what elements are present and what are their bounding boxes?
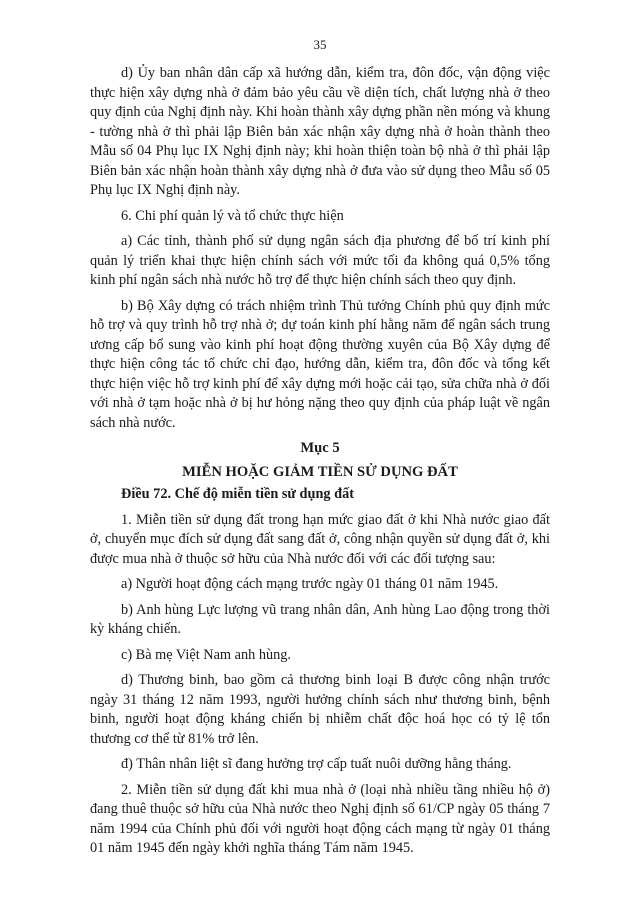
page-number: 35	[313, 37, 327, 52]
paragraph-exemption-1: 1. Miễn tiền sử dụng đất trong hạn mức giao đất ở khi Nhà nước giao đất ở, chuyển mục đích sử dụng đất sang đất ở, công nhận quyền sử dụng đất ở, khi được mua nhà ở thuộc sở hữu của Nhà nước đối với các đối tượng sau:	[90, 511, 550, 567]
document-body	[90, 64, 550, 865]
paragraph-management-costs-heading: 6. Chi phí quản lý và tổ chức thực hiện	[121, 207, 344, 224]
paragraph-exemption-2: 2. Miễn tiền sử dụng đất khi mua nhà ở (loại nhà nhiều tầng nhiều hộ ở) đang thuê thuộc sở hữu của Nhà nước theo Nghị định số 61/CP ngày 05 tháng 7 năm 1994 của Chính phủ đối với người hoạt động cách mạng từ ngày 01 tháng 01 năm 1945 đến ngày khởi nghĩa tháng Tám năm 1945.	[90, 781, 550, 856]
section-title: MIỄN HOẶC GIẢM TIỀN SỬ DỤNG ĐẤT	[182, 463, 458, 480]
paragraph-ministry-construction: b) Bộ Xây dựng có trách nhiệm trình Thủ tướng Chính phủ quy định mức hỗ trợ và quy trình hỗ trợ nhà ở; dự toán kinh phí hằng năm để ngân sách trung ương cấp bổ sung vào kinh phí hoạt động thường xuyên của Bộ Xây dựng để thực hiện công tác tổ chức chỉ đạo, hướng dẫn, kiểm tra, đôn đốc và tổng kết thực hiện việc hỗ trợ kinh phí để xây dựng mới hoặc cải tạo, sửa chữa nhà ở đối với nhà ở tạm hoặc nhà ở bị hư hỏng nặng theo quy định của pháp luật về ngân sách nhà nước.	[90, 297, 550, 431]
paragraph-local-budget: a) Các tỉnh, thành phố sử dụng ngân sách địa phương để bố trí kinh phí quản lý triển khai thực hiện chính sách với mức tối đa không quá 0,5% tổng kinh phí ngân sách nhà nước hỗ trợ để thực hiện chính sách theo quy định.	[90, 233, 550, 288]
article-title: Điều 72. Chế độ miễn tiền sử dụng đất	[121, 486, 354, 502]
paragraph-item-a: a) Người hoạt động cách mạng trước ngày 01 tháng 01 năm 1945.	[121, 576, 499, 592]
section-label: Mục 5	[300, 440, 340, 456]
paragraph-item-c: c) Bà mẹ Việt Nam anh hùng.	[121, 646, 291, 663]
paragraph-commune-responsibility: d) Ủy ban nhân dân cấp xã hướng dẫn, kiểm tra, đôn đốc, vận động việc thực hiện xây dựng nhà ở đảm bảo yêu cầu về diện tích, chất lượng nhà ở theo quy định của Nghị định này. Khi hoàn thành xây dựng phần nền móng và khung - tường nhà ở thì phải lập Biên bản xác nhận xây dựng nhà ở hoàn thành theo Mẫu số 04 Phụ lục IX Nghị định này; khi hoàn thiện toàn bộ nhà ở thì phải lập Biên bản xác nhận hoàn thành xây dựng nhà ở đưa vào sử dụng theo Mẫu số 05 Phụ lục IX Nghị định này.	[90, 65, 550, 198]
paragraph-item-dd: đ) Thân nhân liệt sĩ đang hưởng trợ cấp tuất nuôi dưỡng hằng tháng.	[121, 756, 512, 772]
paragraph-item-d: d) Thương binh, bao gồm cả thương binh loại B được công nhận trước ngày 31 tháng 12 năm 1993, người hưởng chính sách như thương binh, bệnh binh, người hoạt động kháng chiến bị nhiễm chất độc hoá học có tỷ lệ tổn thương cơ thể từ 81% trở lên.	[90, 672, 550, 747]
paragraph-item-b: b) Anh hùng Lực lượng vũ trang nhân dân, Anh hùng Lao động trong thời kỳ kháng chiến.	[90, 601, 550, 637]
